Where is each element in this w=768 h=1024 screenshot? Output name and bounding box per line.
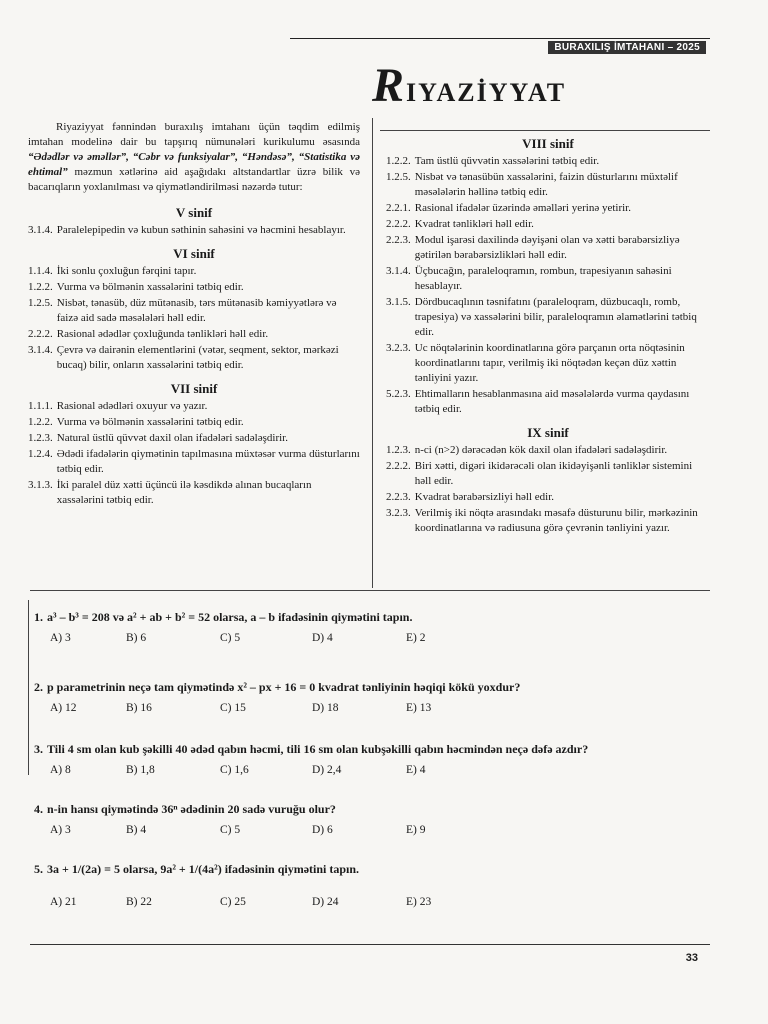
standard-item (28, 343, 360, 373)
standard-text: Verilmiş iki nöqtə arasındakı məsafə düsturunu bilir, mərkəzinin koordinatlarına və radiusuna görə çevrənin tənliyini yazır. (414, 507, 698, 534)
footer-rule (30, 944, 710, 945)
answer-option: A) 3 (50, 632, 71, 644)
standard-code: 3.1.4. (28, 224, 53, 236)
question-text (34, 610, 714, 625)
standard-item (28, 264, 360, 279)
standard-item (386, 201, 710, 216)
standard-code: 3.2.3. (386, 507, 411, 519)
standard-code: 3.1.3. (28, 479, 53, 491)
intro-text-1: Riyaziyyat fənnindən buraxılış imtahanı üçün təqdim edilmiş imtahan modelinə dair bu tapşırıq nümunələri kurikulumu əsasında (28, 121, 360, 148)
standard-item (28, 223, 360, 238)
standard-text: Ədədi ifadələrin qiymətinin tapılmasına müxtəsər vurma düsturlarını tətbiq edir. (56, 448, 360, 475)
header-rule (290, 38, 710, 39)
question-text (34, 680, 714, 695)
answer-option: C) 25 (220, 896, 246, 908)
standard-code: 3.1.5. (386, 296, 411, 308)
standard-item (386, 506, 710, 536)
page-number: 33 (685, 952, 698, 964)
standard-item (28, 431, 360, 446)
standard-code: 1.2.4. (28, 448, 53, 460)
answer-option: E) 4 (406, 764, 426, 776)
standard-text: Dördbucaqlının təsnifatını (paraleloqram, düzbucaqlı, romb, trapesiya) və xassələrini bilir, paraleloqramın əlamətlərini tətbiq edir. (414, 296, 697, 338)
answer-option: D) 4 (312, 632, 333, 644)
page-title (372, 59, 567, 112)
standard-item (386, 170, 710, 200)
left-standards (28, 205, 360, 508)
standard-code: 1.2.5. (28, 297, 53, 309)
intro-text-2: məzmun xətlərinə aid aşağıdakı altstandartlar üzrə bilik və bacarıqların yoxlanılması və qiymətləndirilməsi nəzərdə tutur: (28, 166, 361, 193)
column-divider (372, 118, 373, 588)
standard-code: 2.2.2. (28, 328, 53, 340)
standard-text: İki sonlu çoxluğun fərqini tapır. (56, 265, 197, 277)
grade-heading: V sinif (175, 205, 213, 220)
question-text (34, 862, 714, 877)
answer-option: A) 8 (50, 764, 71, 776)
standard-text: Paralelepipedin və kubun səthinin sahəsini və həcmini hesablayır. (56, 224, 346, 236)
standard-item (28, 280, 360, 295)
standard-item (386, 459, 710, 489)
standard-code: 1.2.2. (386, 155, 411, 167)
standard-text: Vurma və bölmənin xassələrini tətbiq edir. (56, 416, 244, 428)
standard-item (28, 327, 360, 342)
answer-option: D) 18 (312, 702, 339, 714)
question-number: 2. (34, 680, 43, 694)
answer-option: A) 3 (50, 824, 71, 836)
standard-text: Rasional ədədləri oxuyur və yazır. (56, 400, 208, 412)
standard-code: 5.2.3. (386, 388, 411, 400)
answer-option: B) 22 (126, 896, 152, 908)
question-body: a³ – b³ = 208 və a² + ab + b² = 52 olarsa, a – b ifadəsinin qiymətini tapın. (47, 610, 413, 624)
standard-text: Rasional ədədlər çoxluğunda tənlikləri həll edir. (56, 328, 269, 340)
standard-item (386, 264, 710, 294)
standard-item (386, 490, 710, 505)
standard-text: Tam üstlü qüvvətin xassələrini tətbiq edir. (414, 155, 600, 167)
standard-item (386, 154, 710, 169)
standard-item (386, 295, 710, 340)
standard-code: 2.2.2. (386, 460, 411, 472)
standard-code: 1.2.2. (28, 416, 53, 428)
standard-item (28, 478, 360, 508)
standard-code: 2.2.1. (386, 202, 411, 214)
question-body: Tili 4 sm olan kub şəkilli 40 ədəd qabın həcmi, tili 16 sm olan kubşəkilli qabın həcmindən neçə dəfə azdır? (47, 742, 589, 756)
answer-option: C) 5 (220, 824, 241, 836)
standard-code: 1.2.3. (28, 432, 53, 444)
question-margin-rule (28, 600, 29, 775)
section-rule (30, 590, 710, 591)
question-number: 4. (34, 802, 43, 816)
standard-item (28, 415, 360, 430)
standard-code: 1.2.3. (386, 444, 411, 456)
answer-option: D) 6 (312, 824, 333, 836)
grade-heading: VI sinif (173, 246, 215, 261)
standard-text: Çevrə və dairənin elementlərini (vətər, seqment, sektor, mərkəzi bucaq) bilir, onların xassələrini tətbiq edir. (56, 344, 339, 371)
answer-option: B) 16 (126, 702, 152, 714)
standard-item (28, 399, 360, 414)
standard-code: 2.2.2. (386, 218, 411, 230)
standard-text: Üçbucağın, paraleloqramın, rombun, trapesiyanın sahəsini hesablayır. (414, 265, 672, 292)
standard-item (386, 233, 710, 263)
answer-option: A) 12 (50, 702, 77, 714)
answer-option: E) 13 (406, 702, 432, 714)
answer-option: E) 2 (406, 632, 426, 644)
answer-option: D) 2,4 (312, 764, 342, 776)
question-text (34, 802, 714, 817)
question-number: 3. (34, 742, 43, 756)
title-rest: IYAZİYYAT (406, 78, 567, 107)
answer-option: C) 5 (220, 632, 241, 644)
standard-code: 1.1.1. (28, 400, 53, 412)
standard-text: Vurma və bölmənin xassələrini tətbiq edir. (56, 281, 244, 293)
standard-code: 3.1.4. (386, 265, 411, 277)
standard-code: 3.1.4. (28, 344, 53, 356)
answer-option: E) 23 (406, 896, 432, 908)
left-column (28, 120, 360, 509)
answer-option: B) 1,8 (126, 764, 155, 776)
standard-text: Natural üstlü qüvvət daxil olan ifadələri sadələşdirir. (56, 432, 288, 444)
answer-option: B) 6 (126, 632, 147, 644)
grade-heading: VII sinif (170, 381, 218, 396)
standard-item (386, 443, 710, 458)
question-number: 1. (34, 610, 43, 624)
right-standards (386, 136, 710, 536)
standard-item (28, 447, 360, 477)
title-initial: R (372, 59, 407, 112)
standard-text: Modul işarəsi daxilində dəyişəni olan və xətti bərabərsizliyə gətirilən bərabərsizlikləri həll edir. (414, 234, 680, 261)
standard-text: Uc nöqtələrinin koordinatlarına görə parçanın orta nöqtəsinin koordinatlarını tapır, verilmiş iki nöqtədən keçən düz xəttin tənliyini yazır. (414, 342, 685, 384)
answer-option: D) 24 (312, 896, 339, 908)
standard-item (28, 296, 360, 326)
question-body: p parametrinin neçə tam qiymətində x² – px + 16 = 0 kvadrat tənliyinin həqiqi kökü yoxdur? (47, 680, 521, 694)
answer-option: E) 9 (406, 824, 426, 836)
question-number: 5. (34, 862, 43, 876)
standard-text: İki paralel düz xətti üçüncü ilə kəsdikdə alınan bucaqların xassələrini tətbiq edir. (56, 479, 312, 506)
grade-heading: IX sinif (527, 425, 569, 440)
intro-paragraph (28, 120, 360, 195)
answer-option: C) 1,6 (220, 764, 249, 776)
standard-code: 1.2.2. (28, 281, 53, 293)
standard-item (386, 341, 710, 386)
answer-option: B) 4 (126, 824, 147, 836)
standard-text: Nisbət, tənasüb, düz mütənasib, tərs mütənasib kəmiyyətlərə və faizə aid sadə məsələləri həll edir. (56, 297, 337, 324)
standard-text: Nisbət və tənasübün xassələrini, faizin düsturlarını müxtəlif məsələlərin həllinə tətbiq edir. (414, 171, 678, 198)
standard-text: Ehtimalların hesablanmasına aid məsələlərdə vurma qaydasını tətbiq edir. (414, 388, 690, 415)
question-body: n-in hansı qiymətində 36ⁿ ədədinin 20 sadə vuruğu olur? (47, 802, 336, 816)
standard-text: n-ci (n>2) dərəcədən kök daxil olan ifadələri sadələşdirir. (414, 444, 668, 456)
grade-heading: VIII sinif (522, 136, 574, 151)
standard-code: 1.1.4. (28, 265, 53, 277)
standard-item (386, 217, 710, 232)
question-text (34, 742, 714, 757)
answer-option: A) 21 (50, 896, 77, 908)
standard-text: Kvadrat bərabərsizliyi həll edir. (414, 491, 555, 503)
standard-text: Biri xətti, digəri ikidərəcəli olan ikidəyişənli tənliklər sistemini həll edir. (414, 460, 693, 487)
standard-text: Kvadrat tənlikləri həll edir. (414, 218, 534, 230)
answer-option: C) 15 (220, 702, 246, 714)
exam-badge: BURAXILIŞ İMTAHANI – 2025 (548, 41, 706, 54)
standard-code: 1.2.5. (386, 171, 411, 183)
standard-code: 2.2.3. (386, 234, 411, 246)
right-column (386, 128, 710, 537)
intro-content-lines: “Ədədlər və əməllər”, “Cəbr və funksiyalar”, “Həndəsə”, “Statistika və ehtimal” (28, 151, 360, 178)
standard-item (386, 387, 710, 417)
standard-code: 2.2.3. (386, 491, 411, 503)
question-body: 3a + 1/(2a) = 5 olarsa, 9a² + 1/(4a²) ifadəsinin qiymətini tapın. (47, 862, 360, 876)
standard-text: Rasional ifadələr üzərində əməlləri yerinə yetirir. (414, 202, 631, 214)
standard-code: 3.2.3. (386, 342, 411, 354)
